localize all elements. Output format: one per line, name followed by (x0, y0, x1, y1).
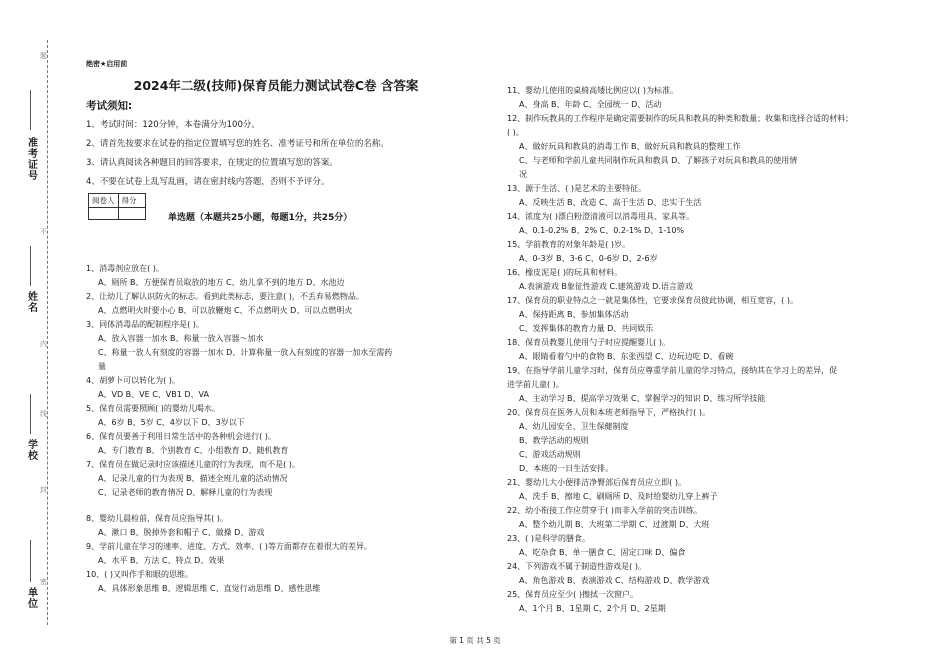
question-text: 18、保育员教婴儿使用勺子时应提醒婴儿( )。 (507, 338, 670, 347)
question-item (507, 504, 922, 532)
answer-options: C、与老师和学前儿童共同制作玩具和教具 D、了解孩子对玩具和教具的使用情 (519, 156, 798, 165)
score-blank[interactable] (118, 208, 145, 220)
question-item (507, 210, 922, 238)
answer-options: A、洗手 B、擦地 C、刷厕所 D、及时给婴幼儿穿上裤子 (519, 492, 718, 501)
question-text: 7、保育员在做记录时应该描述儿童的行为表现，而不是( )。 (86, 460, 300, 469)
seal-char: 题 (40, 52, 47, 60)
notice-item: 3、请认真阅读各种题目的回答要求，在规定的位置填写您的答案。 (86, 158, 338, 168)
seal-char: 密 (40, 578, 47, 586)
question-item (507, 364, 922, 406)
answer-options: A、0.1-0.2% B、2% C、0.2-1% D、1-10% (519, 226, 685, 235)
exam-id-blank (30, 90, 31, 130)
answer-options: A、6岁 B、5岁 C、4岁以下 D、3岁以下 (98, 418, 245, 427)
answer-options: A、角色游戏 B、表演游戏 C、结构游戏 D、教学游戏 (519, 576, 710, 585)
answer-options: A、记录儿童的行为表现 B、描述全班儿童的活动情况 (98, 474, 288, 483)
answer-options: A、做好玩具和教具的消毒工作 B、做好玩具和教具的整理工作 (519, 142, 741, 151)
answer-options: A.表演游戏 B象征性游戏 C.建筑游戏 D.语言游戏 (519, 282, 693, 291)
answer-options: A、0-3岁 B、3-6 C、0-6岁 D、2-6岁 (519, 254, 658, 263)
question-text: 23、( )是科学的膳食。 (507, 534, 590, 543)
name-label: 姓名 (28, 292, 38, 314)
question-item (86, 318, 491, 374)
question-text: 9、学前儿童在学习的速率、进度、方式、效率、( )等方面都存在着很大的差异。 (86, 542, 372, 551)
question-text: 12、制作玩教具的工作程序是确定需要制作的玩具和教具的种类和数量；收集和选择合适的材料； (507, 114, 854, 123)
answer-options: C、记录老师的教育情况 D、解释儿童的行为表现 (98, 488, 273, 497)
question-item (86, 374, 491, 402)
question-text: 21、婴幼儿大小便排洁净臀部后保育员应立即( )。 (507, 478, 686, 487)
answer-options: A、水平 B、方法 C、特点 D、效果 (98, 556, 225, 565)
score-table (88, 193, 146, 220)
question-text: 5、保育员需要照顾( )的婴幼儿喝水。 (86, 404, 220, 413)
question-text: 13、源于生活、( )是艺术的主要特征。 (507, 184, 646, 193)
answer-options: A、整个幼儿期 B、大班第二学期 C、过渡期 D、大班 (519, 520, 710, 529)
question-text: 24、下列游戏不属于制造性游戏是( )。 (507, 562, 646, 571)
question-text: 17、保育员的职业特点之一就是集体性，它要求保育员彼此协调，相互宽容，( )。 (507, 296, 798, 305)
answer-options: A、漱口 B、脱掉外套和帽子 C、做操 D、游戏 (98, 528, 265, 537)
question-item (507, 476, 922, 504)
question-item (86, 568, 491, 596)
answer-options: A、放入容器一加水 B、称量一放入容器～加水 (98, 334, 264, 343)
question-text: 25、保育员应至少( )擦拭一次窗户。 (507, 590, 638, 599)
answer-options: A、幼儿园安全、卫生保健制度 (519, 422, 629, 431)
question-item (507, 336, 922, 364)
binding-margin (0, 0, 62, 671)
reviewer-blank[interactable] (89, 208, 119, 220)
question-item (507, 182, 922, 210)
question-text: 6、保育员要善于利用日常生活中的各种机会进行( )。 (86, 432, 276, 441)
answer-options: A、VD B、VE C、VB1 D、VA (98, 390, 209, 399)
question-item (86, 402, 491, 430)
page-footer: 第 1 页 共 5 页 (449, 636, 501, 645)
answer-options: A、保持距离 B、参加集体活动 (519, 310, 629, 319)
notice-item: 1、考试时间：120分钟，本卷满分为100分。 (86, 120, 260, 130)
answer-options: A、1个月 B、1星期 C、2个月 D、2星期 (519, 604, 666, 613)
question-item (507, 588, 922, 616)
secret-mark: 绝密★启用前 (86, 60, 128, 68)
answer-options: A、厕所 B、方便保育员取放的地方 C、幼儿拿不到的地方 D、水池边 (98, 278, 345, 287)
unit-blank (30, 540, 31, 582)
answer-options: C、游戏活动规则 (519, 450, 581, 459)
question-text: 20、保育员在医务人员和本班老师指导下，严格执行( )。 (507, 408, 710, 417)
questions-right-column (507, 84, 922, 616)
answer-options: 况 (519, 170, 527, 179)
question-item (507, 294, 922, 336)
answer-options: A、具体形象思维 B、逻辑思维 C、直觉行动思维 D、感性思维 (98, 584, 321, 593)
answer-options: A、点燃明火时要小心 B、可以放鞭炮 C、不点燃明火 D、可以点燃明火 (98, 306, 353, 315)
name-blank (30, 246, 31, 286)
page-title: 2024年二级(技师)保育员能力测试试卷C卷 含答案 (133, 78, 419, 93)
unit-label: 单位 (28, 588, 38, 610)
question-text-continued: 进学前儿童( )。 (507, 380, 564, 389)
seal-char: 不 (40, 228, 47, 236)
question-item (507, 112, 922, 182)
notice-heading: 考试须知: (86, 100, 133, 112)
section-title: 单选题（本题共25小题，每题1分，共25分） (168, 213, 353, 223)
question-item (507, 266, 922, 294)
school-blank (30, 394, 31, 434)
seal-char: 线 (40, 410, 47, 418)
notice-item: 2、请首先按要求在试卷的指定位置填写您的姓名、准考证号和所在单位的名称。 (86, 139, 389, 149)
question-text: 2、让幼儿了解认识防火的标志。看到此类标志，要注意( )，不丢弃易燃物品。 (86, 292, 364, 301)
seal-char: 内 (40, 340, 47, 348)
seal-char: 封 (40, 486, 47, 494)
reviewer-cell: 阅卷人 (89, 194, 119, 208)
school-label: 学校 (28, 440, 38, 462)
question-text: 15、学前教育的对象年龄是( )岁。 (507, 240, 630, 249)
score-cell: 得分 (118, 194, 145, 208)
question-text: 8、婴幼儿晨检前，保育员应指导其( )。 (86, 514, 228, 523)
question-text: 3、同体消毒品的配制程序是( )。 (86, 320, 204, 329)
question-text-continued: ( )。 (507, 128, 524, 137)
answer-options: A、专门教育 B、个别教育 C、小组教育 D、随机教育 (98, 446, 289, 455)
question-text: 22、幼小衔接工作应贯穿于( )而非入学前的突击训练。 (507, 506, 702, 515)
question-text: 1、消毒剂应放在( )。 (86, 264, 164, 273)
notice-item: 4、不要在试卷上乱写乱画，请在密封线内答题，否则不予评分。 (86, 177, 330, 187)
question-item (507, 238, 922, 266)
question-item (507, 84, 922, 112)
seal-line (47, 40, 48, 625)
answer-options: A、吃杂食 B、单一膳食 C、固定口味 D、偏食 (519, 548, 686, 557)
question-text: 19、在指导学前儿童学习时，保育员应尊重学前儿童的学习特点，接纳其在学习上的差异，促 (507, 366, 838, 375)
answer-options: C、称量一放人有刻度的容器一加水 D、计算称量一放入有刻度的容器一加水至需药 (98, 348, 393, 357)
question-item (86, 458, 491, 500)
question-item (507, 532, 922, 560)
exam-id-label: 准考证号 (28, 138, 38, 182)
answer-options: A、身高 B、年龄 C、全园统一 D、活动 (519, 100, 662, 109)
question-item (86, 290, 491, 318)
answer-options: B、教学活动的规则 (519, 436, 589, 445)
question-item (86, 262, 491, 290)
answer-options: 量 (98, 362, 106, 371)
question-item (507, 560, 922, 588)
question-text: 4、胡萝卜可以转化为( )。 (86, 376, 180, 385)
answer-options: D、本班的一日生活安排。 (519, 464, 614, 473)
question-item (507, 406, 922, 476)
question-text: 16、橡皮泥是( )的玩具和材料。 (507, 268, 622, 277)
questions-left-column (86, 262, 491, 596)
answer-options: C、发挥集体的教育力量 D、共同娱乐 (519, 324, 654, 333)
question-text: 10、( )又叫作手和眼的思维。 (86, 570, 193, 579)
question-item (86, 430, 491, 458)
question-text: 11、婴幼儿使用的桌椅高矮比例应以( )为标准。 (507, 86, 678, 95)
question-item (86, 512, 491, 540)
answer-options: A、反映生活 B、改造 C、高于生活 D、忠实于生活 (519, 198, 702, 207)
answer-options: A、主动学习 B、提高学习效果 C、掌握学习的知识 D、练习所学技能 (519, 394, 766, 403)
question-item (86, 540, 491, 568)
question-text: 14、浓度为( )漂白粉澄清液可以消毒用具、家具等。 (507, 212, 694, 221)
answer-options: A、眼睛看着勺中的食物 B、东张西望 C、边玩边吃 D、看碗 (519, 352, 734, 361)
